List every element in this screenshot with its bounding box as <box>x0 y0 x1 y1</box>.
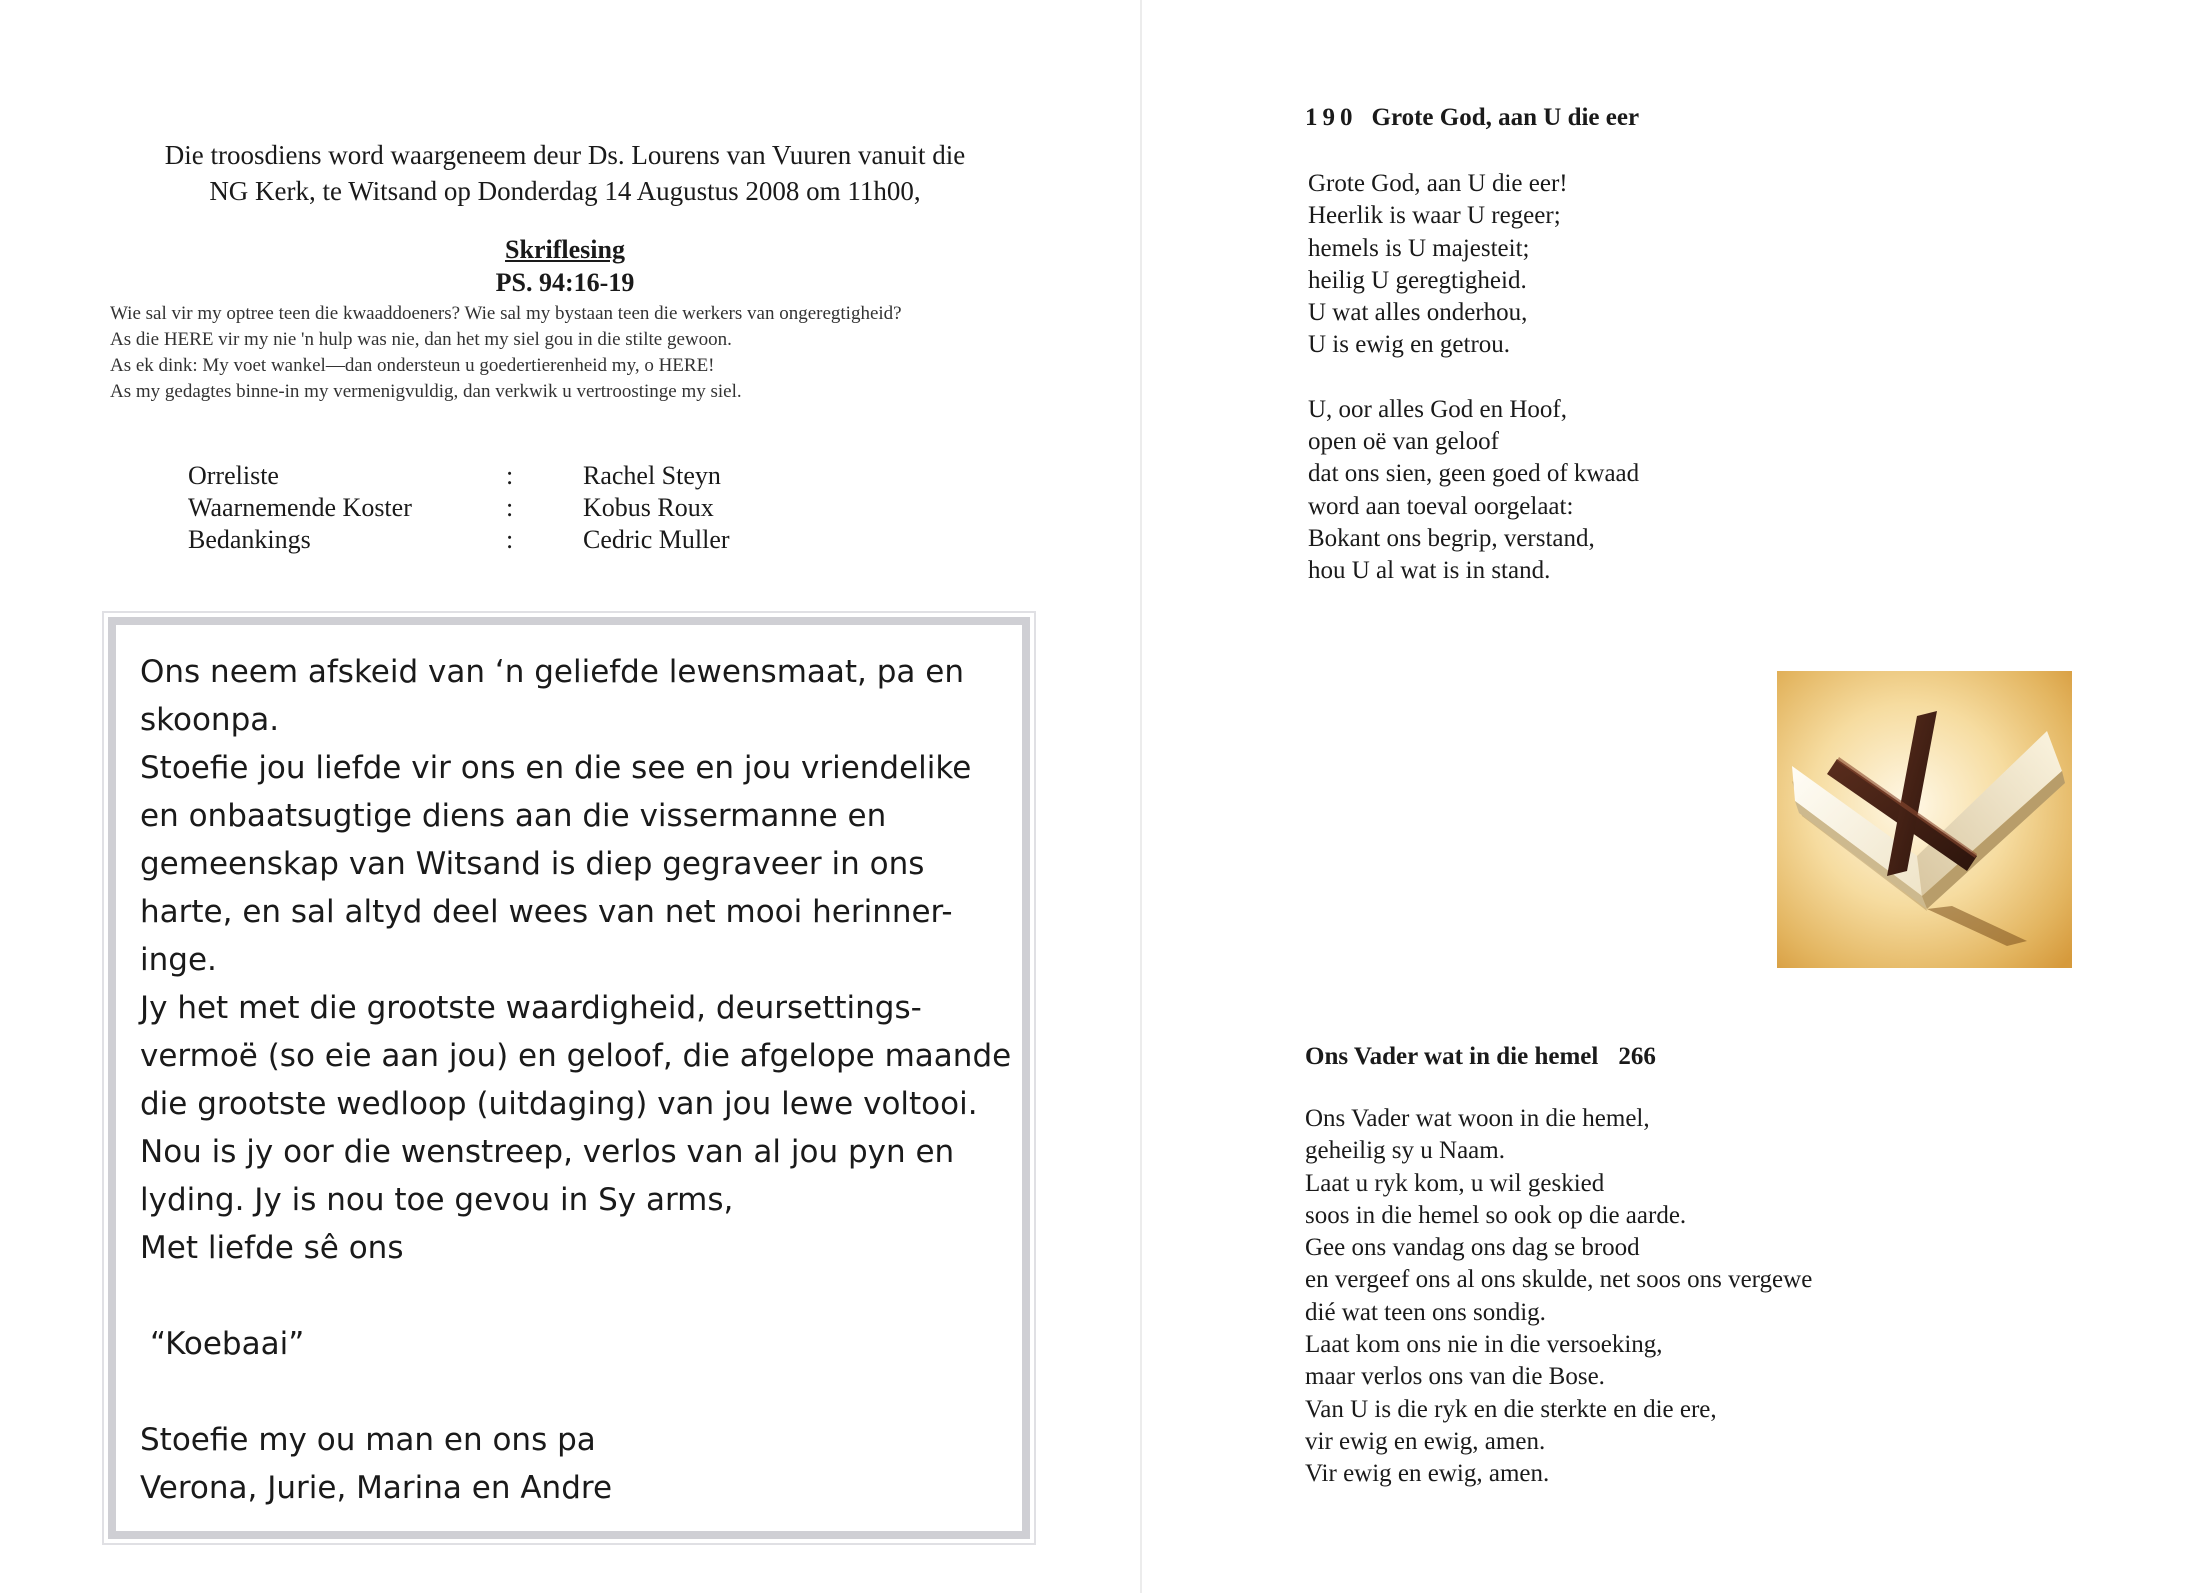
service-intro <box>110 137 1020 209</box>
role-name: Kobus Roux <box>583 493 714 522</box>
role-separator: : <box>506 461 514 490</box>
prayer-text <box>1305 1103 1812 1491</box>
intro-line: Die troosdiens word waargeneem deur Ds. Lourens van Vuuren vanuit die <box>164 140 966 170</box>
tribute-text <box>140 648 1020 1512</box>
prayer-line: Laat u ryk kom, u wil geskied <box>1305 1169 1605 1197</box>
verse-line: Wie sal vir my optree teen die kwaaddoeners? Wie sal my bystaan teen die werkers van ongeregtigheid? <box>110 303 902 324</box>
role-label: Waarnemende Koster <box>188 493 412 522</box>
hymn-line: word aan toeval oorgelaat: <box>1308 492 1574 520</box>
hymn-lyrics <box>1308 168 1639 588</box>
prayer-line: soos in die hemel so ook op die aarde. <box>1305 1201 1687 1229</box>
prayer-line: Laat kom ons nie in die versoeking, <box>1305 1331 1663 1359</box>
role-name: Cedric Muller <box>583 525 730 554</box>
tribute-line: harte, en sal altyd deel wees van net mooi herinner- <box>140 894 953 930</box>
tribute-signature: Stoefie my ou man en ons pa <box>140 1422 596 1458</box>
role-label: Bedankings <box>188 525 311 554</box>
tribute-line: Nou is jy oor die wenstreep, verlos van al jou pyn en <box>140 1134 955 1170</box>
tribute-line: Ons neem afskeid van ‘n geliefde lewensmaat, pa en <box>140 654 964 690</box>
role-label: Orreliste <box>188 461 279 490</box>
verse-line: As ek dink: My voet wankel—dan ondersteun u goedertierenheid my, o HERE! <box>110 355 715 376</box>
tribute-line: Stoefie jou liefde vir ons en die see en jou vriendelike <box>140 750 972 786</box>
tribute-line: vermoë (so eie aan jou) en geloof, die afgelope maande <box>140 1038 1012 1074</box>
verse-line: As my gedagtes binne-in my vermenigvuldig, dan verkwik u vertroostinge my siel. <box>110 381 742 402</box>
tribute-line: Jy het met die grootste waardigheid, deursettings- <box>140 990 922 1026</box>
tribute-line: gemeenskap van Witsand is diep gegraveer in ons <box>140 846 925 882</box>
tribute-line: lyding. Jy is nou toe gevou in Sy arms, <box>140 1182 734 1218</box>
prayer-line: Gee ons vandag ons dag se brood <box>1305 1234 1640 1262</box>
tribute-signature: Verona, Jurie, Marina en Andre <box>140 1470 613 1506</box>
tribute-farewell: “Koebaai” <box>150 1326 305 1362</box>
hymn-line: U wat alles onderhou, <box>1308 299 1528 327</box>
tribute-line: die grootste wedloop (uitdaging) van jou lewe voltooi. <box>140 1086 978 1122</box>
tribute-line: inge. <box>140 942 217 978</box>
prayer-line: dié wat teen ons sondig. <box>1305 1298 1546 1326</box>
prayer-line: maar verlos ons van die Bose. <box>1305 1363 1605 1391</box>
hymn-line: heilig U geregtigheid. <box>1308 266 1527 294</box>
tribute-spacer <box>140 1272 1020 1320</box>
role-name: Rachel Steyn <box>583 461 721 490</box>
prayer-line: en vergeef ons al ons skulde, net soos ons vergewe <box>1305 1266 1813 1294</box>
prayer-line: geheilig sy u Naam. <box>1305 1137 1505 1165</box>
scripture-verses <box>110 301 902 405</box>
cross-on-open-bible-icon <box>1777 671 2072 968</box>
hymn-line: Heerlik is waar U regeer; <box>1308 202 1561 230</box>
tribute-line: en onbaatsugtige diens aan die vissermanne en <box>140 798 887 834</box>
scripture-title: Skriflesing <box>505 235 625 264</box>
prayer-number: 266 <box>1618 1043 1656 1070</box>
role-separator: : <box>506 493 514 522</box>
intro-line: NG Kerk, te Witsand op Donderdag 14 Augustus 2008 om 11h00, <box>209 176 921 206</box>
hymn-line: open oë van geloof <box>1308 428 1499 456</box>
prayer-line: Vir ewig en ewig, amen. <box>1305 1460 1550 1488</box>
tribute-line: skoonpa. <box>140 702 280 738</box>
hymn-line <box>1308 362 1639 394</box>
hymn-line: U, oor alles God en Hoof, <box>1308 395 1567 423</box>
prayer-line: vir ewig en ewig, amen. <box>1305 1427 1546 1455</box>
tribute-spacer <box>140 1368 1020 1416</box>
hymn-line: Grote God, aan U die eer! <box>1308 170 1568 197</box>
hymn-heading <box>1305 104 1639 132</box>
hymn-line: hemels is U majesteit; <box>1308 234 1530 262</box>
tribute-line: Met liefde sê ons <box>140 1230 404 1266</box>
scripture-reference: PS. 94:16-19 <box>495 268 635 297</box>
verse-line: As die HERE vir my nie 'n hulp was nie, dan het my siel gou in die stilte gewoon. <box>110 329 732 350</box>
page-fold <box>1140 0 1142 1593</box>
hymn-line: hou U al wat is in stand. <box>1308 557 1551 585</box>
prayer-line: Ons Vader wat woon in die hemel, <box>1305 1105 1650 1132</box>
prayer-line: Van U is die ryk en die sterkte en die ere, <box>1305 1395 1717 1423</box>
role-separator: : <box>506 525 514 554</box>
prayer-heading <box>1305 1043 1656 1071</box>
prayer-title: Ons Vader wat in die hemel <box>1305 1043 1599 1070</box>
hymn-number: 190 <box>1305 104 1358 131</box>
hymn-line: U is ewig en getrou. <box>1308 331 1511 359</box>
hymn-line: dat ons sien, geen goed of kwaad <box>1308 460 1640 488</box>
hymn-line: Bokant ons begrip, verstand, <box>1308 524 1595 552</box>
hymn-title: Grote God, aan U die eer <box>1371 104 1640 131</box>
